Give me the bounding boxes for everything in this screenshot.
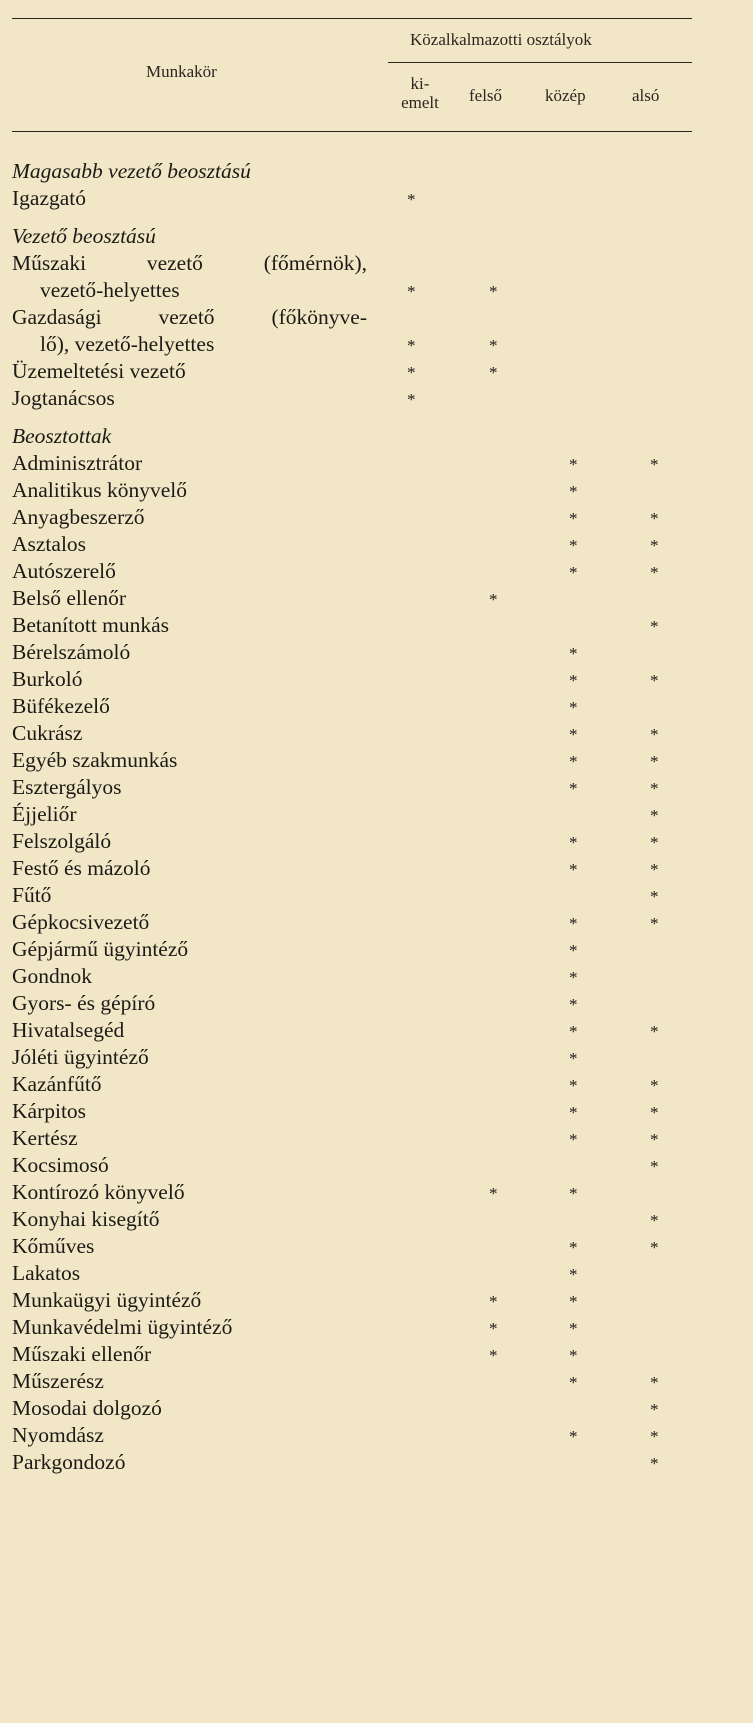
class-mark: *	[489, 336, 498, 355]
job-label: Nyomdász	[12, 1423, 104, 1447]
class-mark: *	[569, 1103, 578, 1122]
job-label: Konyhai kisegítő	[12, 1207, 160, 1231]
class-mark: *	[650, 1130, 659, 1149]
class-mark: *	[650, 1427, 659, 1446]
job-label: Gépkocsivezető	[12, 910, 150, 934]
class-mark: *	[569, 1022, 578, 1041]
job-label: Műszaki ellenőr	[12, 1342, 152, 1366]
job-label: Munkaügyi ügyintéző	[12, 1288, 202, 1312]
section-heading	[0, 423, 753, 449]
job-label: Hivatalsegéd	[12, 1018, 125, 1042]
job-label: Kárpitos	[12, 1099, 87, 1123]
table-top-rule	[12, 18, 692, 19]
table-row	[0, 504, 753, 530]
job-label: Felszolgáló	[12, 829, 112, 853]
table-row	[0, 909, 753, 935]
table-row	[0, 385, 753, 411]
class-mark: *	[650, 914, 659, 933]
section-label: Vezető beosztású	[12, 224, 156, 248]
job-label: Gazdasági vezető (főkönyve-	[12, 305, 367, 329]
table-row	[0, 855, 753, 881]
table-row	[0, 1071, 753, 1097]
table-row	[0, 1422, 753, 1448]
table-row	[0, 936, 753, 962]
job-label: Bérelszámoló	[12, 640, 131, 664]
class-mark: *	[569, 1238, 578, 1257]
table-row	[0, 1152, 753, 1178]
job-label: Jóléti ügyintéző	[12, 1045, 149, 1069]
table-row	[0, 639, 753, 665]
table-row	[0, 1179, 753, 1205]
job-label: Betanított munkás	[12, 613, 170, 637]
table-row	[0, 1449, 753, 1475]
class-mark: *	[569, 968, 578, 987]
table-row	[0, 304, 753, 330]
header-job-column: Munkakör	[146, 62, 217, 81]
header-kozep: közép	[545, 86, 586, 105]
table-row	[0, 1017, 753, 1043]
class-mark: *	[489, 363, 498, 382]
class-mark: *	[569, 941, 578, 960]
table-row	[0, 250, 753, 276]
class-mark: *	[569, 482, 578, 501]
table-row	[0, 828, 753, 854]
table-row	[0, 585, 753, 611]
header-kiemelt: ki- emelt	[401, 74, 439, 112]
job-label: Egyéb szakmunkás	[12, 748, 178, 772]
section-heading	[0, 158, 753, 184]
table-row	[0, 666, 753, 692]
class-mark: *	[489, 282, 498, 301]
class-mark: *	[569, 914, 578, 933]
class-mark: *	[569, 779, 578, 798]
table-row	[0, 1260, 753, 1286]
class-mark: *	[407, 336, 416, 355]
job-label: Burkoló	[12, 667, 83, 691]
class-mark: *	[569, 1427, 578, 1446]
class-mark: *	[407, 282, 416, 301]
class-mark: *	[407, 190, 416, 209]
class-mark: *	[569, 1265, 578, 1284]
job-label: Kontírozó könyvelő	[12, 1180, 185, 1204]
class-mark: *	[569, 1130, 578, 1149]
class-mark: *	[569, 752, 578, 771]
class-mark: *	[569, 536, 578, 555]
table-row	[0, 450, 753, 476]
job-label: Esztergályos	[12, 775, 122, 799]
class-mark: *	[569, 1292, 578, 1311]
job-label: Gépjármű ügyintéző	[12, 937, 189, 961]
job-label: Festő és mázoló	[12, 856, 151, 880]
table-row	[0, 1287, 753, 1313]
class-mark: *	[650, 887, 659, 906]
job-label: Műszaki vezető (főmérnök),	[12, 251, 367, 275]
job-label: Anyagbeszerző	[12, 505, 145, 529]
job-label: Büfékezelő	[12, 694, 110, 718]
class-mark: *	[569, 1049, 578, 1068]
class-mark: *	[650, 1076, 659, 1095]
job-label: Éjjeliőr	[12, 802, 77, 826]
class-mark: *	[650, 536, 659, 555]
class-mark: *	[650, 806, 659, 825]
group-header-rule	[388, 62, 692, 63]
job-label: Műszerész	[12, 1369, 104, 1393]
class-mark: *	[650, 1454, 659, 1473]
table-row	[0, 185, 753, 211]
class-mark: *	[569, 698, 578, 717]
job-label: Gyors- és gépíró	[12, 991, 156, 1015]
section-label: Magasabb vezető beosztású	[12, 159, 251, 183]
class-mark: *	[650, 1211, 659, 1230]
table-row	[0, 1341, 753, 1367]
header-class-group: Közalkalmazotti osztályok	[410, 30, 592, 49]
job-label: Cukrász	[12, 721, 83, 745]
table-header-bottom-rule	[12, 131, 692, 132]
table-row	[0, 1125, 753, 1151]
class-mark: *	[489, 1292, 498, 1311]
table-row	[0, 720, 753, 746]
class-mark: *	[650, 563, 659, 582]
class-mark: *	[650, 860, 659, 879]
class-mark: *	[569, 509, 578, 528]
section-heading	[0, 223, 753, 249]
table-row	[0, 1314, 753, 1340]
table-row	[0, 558, 753, 584]
table-row	[0, 1233, 753, 1259]
class-mark: *	[407, 363, 416, 382]
job-label: Lakatos	[12, 1261, 81, 1285]
class-mark: *	[489, 1184, 498, 1203]
table-row	[0, 882, 753, 908]
class-mark: *	[407, 390, 416, 409]
class-mark: *	[569, 860, 578, 879]
job-label: Asztalos	[12, 532, 87, 556]
section-label: Beosztottak	[12, 424, 112, 448]
class-mark: *	[650, 1238, 659, 1257]
class-mark: *	[650, 455, 659, 474]
class-mark: *	[650, 1103, 659, 1122]
job-label: Kazánfűtő	[12, 1072, 102, 1096]
job-label: Gondnok	[12, 964, 93, 988]
job-label: Jogtanácsos	[12, 386, 115, 410]
class-mark: *	[569, 563, 578, 582]
class-mark: *	[650, 779, 659, 798]
table-row	[0, 612, 753, 638]
class-mark: *	[650, 833, 659, 852]
job-label: Kocsimosó	[12, 1153, 109, 1177]
job-label: Fűtő	[12, 883, 52, 907]
job-label: Igazgató	[12, 186, 87, 210]
table-row	[0, 747, 753, 773]
class-mark: *	[569, 1076, 578, 1095]
class-mark: *	[569, 1319, 578, 1338]
class-mark: *	[569, 1373, 578, 1392]
table-row	[0, 1395, 753, 1421]
table-row	[0, 693, 753, 719]
job-label: Adminisztrátor	[12, 451, 143, 475]
job-label: Kertész	[12, 1126, 78, 1150]
class-mark: *	[489, 1346, 498, 1365]
class-mark: *	[569, 644, 578, 663]
table-row	[0, 1206, 753, 1232]
class-mark: *	[489, 590, 498, 609]
table-row	[0, 801, 753, 827]
table-row	[0, 477, 753, 503]
table-row	[0, 1098, 753, 1124]
job-label: Munkavédelmi ügyintéző	[12, 1315, 233, 1339]
class-mark: *	[650, 725, 659, 744]
class-mark: *	[489, 1319, 498, 1338]
header-also: alsó	[632, 86, 660, 105]
class-mark: *	[650, 509, 659, 528]
job-label: Analitikus könyvelő	[12, 478, 187, 502]
table-row	[0, 963, 753, 989]
header-felso: felső	[469, 86, 503, 105]
table-row	[0, 358, 753, 384]
class-mark: *	[569, 1184, 578, 1203]
job-label: Belső ellenőr	[12, 586, 127, 610]
class-mark: *	[650, 752, 659, 771]
job-label: Üzemeltetési vezető	[12, 359, 186, 383]
table-row	[0, 990, 753, 1016]
table-row	[0, 1368, 753, 1394]
class-mark: *	[650, 1400, 659, 1419]
class-mark: *	[650, 1157, 659, 1176]
table-row	[0, 277, 753, 303]
class-mark: *	[650, 617, 659, 636]
job-label: Mosodai dolgozó	[12, 1396, 162, 1420]
class-mark: *	[569, 725, 578, 744]
table-row	[0, 531, 753, 557]
job-label: Parkgondozó	[12, 1450, 126, 1474]
job-label: Kőműves	[12, 1234, 95, 1258]
class-mark: *	[650, 671, 659, 690]
class-mark: *	[569, 671, 578, 690]
class-mark: *	[650, 1373, 659, 1392]
job-label: Autószerelő	[12, 559, 116, 583]
table-row	[0, 1044, 753, 1070]
class-mark: *	[569, 455, 578, 474]
table-row	[0, 774, 753, 800]
class-mark: *	[569, 833, 578, 852]
table-row	[0, 331, 753, 357]
job-label: vezető-helyettes	[40, 278, 180, 302]
job-label: lő), vezető-helyettes	[40, 332, 215, 356]
class-mark: *	[569, 995, 578, 1014]
class-mark: *	[650, 1022, 659, 1041]
class-mark: *	[569, 1346, 578, 1365]
